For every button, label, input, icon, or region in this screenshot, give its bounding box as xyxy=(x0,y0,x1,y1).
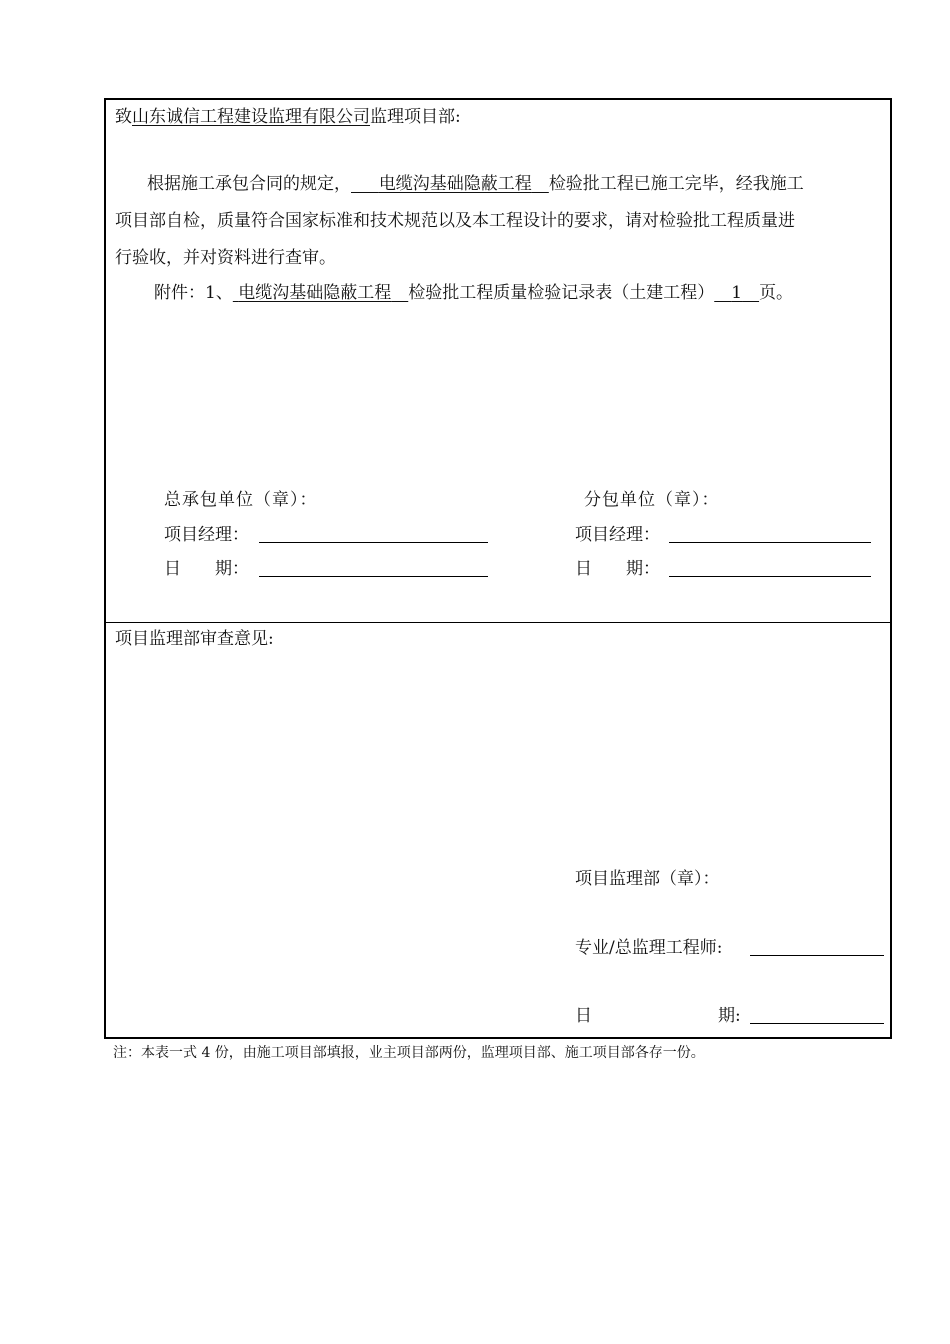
company-name: 山东诚信工程建设监理有限公司 xyxy=(132,107,370,127)
statement-intro: 根据施工承包合同的规定， xyxy=(147,174,351,194)
engineer-signature-line xyxy=(750,955,884,956)
review-date-label-left: 日 xyxy=(575,1006,592,1026)
review-date-line xyxy=(750,1023,884,1024)
addressee-suffix: 监理项目部: xyxy=(370,107,461,127)
section-divider xyxy=(106,622,890,623)
date-line-right xyxy=(669,576,871,577)
footer-note: 注：本表一式 4 份，由施工项目部填报，业主项目部两份，监理项目部、施工项目部各存一份。 xyxy=(113,1045,705,1061)
statement-line-2: 项目部自检，质量符合国家标准和技术规范以及本工程设计的要求，请对检验批工程质量进 xyxy=(115,211,795,231)
attachment-line xyxy=(154,283,793,303)
attachment-prefix: 附件：1、 xyxy=(154,283,233,303)
engineer-label: 专业/总监理工程师: xyxy=(575,938,723,958)
attachment-project-name: 电缆沟基础隐蔽工程 xyxy=(238,283,392,303)
subcontractor-label: 分包单位（章）： xyxy=(584,490,720,510)
addressee-line xyxy=(115,107,461,127)
project-manager-label-left: 项目经理： xyxy=(164,525,249,545)
attachment-suffix: 页。 xyxy=(759,283,794,303)
project-manager-signature-line-left xyxy=(259,542,488,543)
attachment-middle: 检验批工程质量检验记录表（土建工程） xyxy=(408,283,715,303)
date-label-right: 日 期： xyxy=(575,559,660,579)
date-label-left: 日 期： xyxy=(164,559,249,579)
addressee-prefix: 致 xyxy=(115,107,132,127)
statement-project-name: 电缆沟基础隐蔽工程 xyxy=(378,174,532,194)
project-manager-signature-line-right xyxy=(669,542,871,543)
supervision-dept-label: 项目监理部（章）： xyxy=(575,869,720,889)
general-contractor-label: 总承包单位（章）： xyxy=(164,490,318,510)
statement-line-3: 行验收，并对资料进行查审。 xyxy=(115,248,336,268)
inspection-form xyxy=(104,98,892,1039)
attachment-pages: 1 xyxy=(731,283,743,303)
statement-line-1 xyxy=(147,174,804,194)
review-date-label-right: 期: xyxy=(718,1006,741,1026)
date-line-left xyxy=(259,576,488,577)
project-manager-label-right: 项目经理： xyxy=(575,525,660,545)
statement-line1-rest: 检验批工程已施工完毕，经我施工 xyxy=(548,174,804,194)
review-title: 项目监理部审查意见: xyxy=(115,629,274,649)
